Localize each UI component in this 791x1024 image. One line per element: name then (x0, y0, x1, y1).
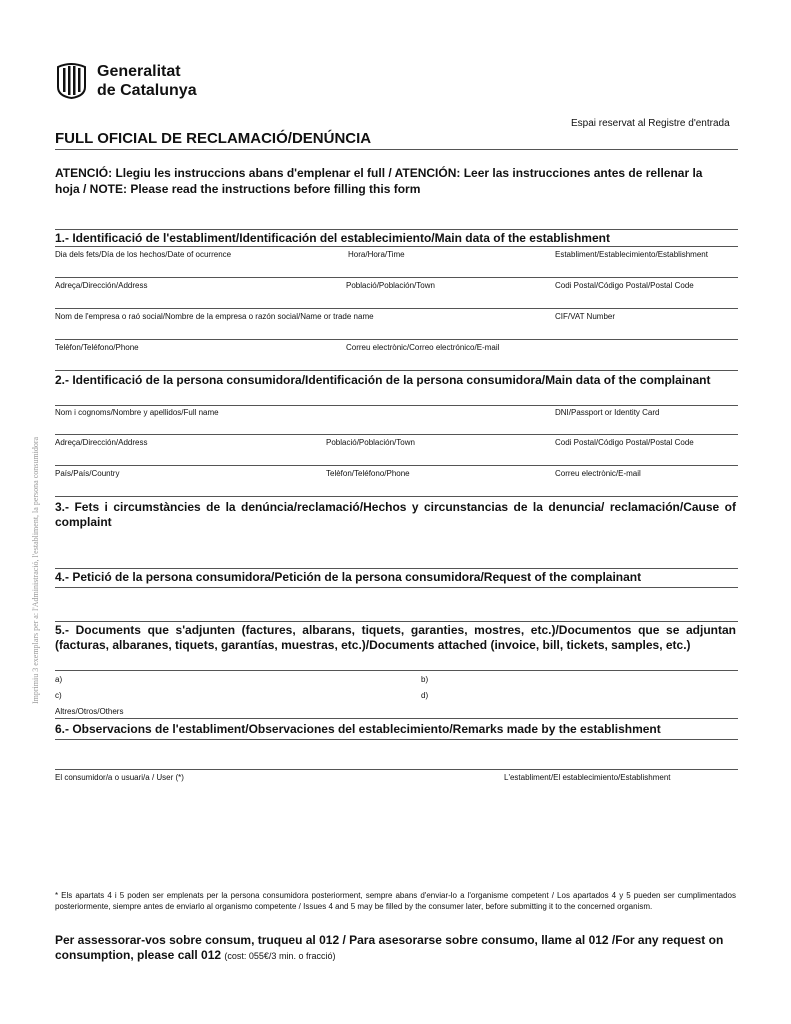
helpline-cost: (cost: 055€/3 min. o fracció) (224, 951, 336, 961)
section3-title: 3.- Fets i circumstàncies de la denúncia/reclamació/Hechos y circunstancias de la denuncia/ reclamación/Cause of complaint (55, 500, 736, 529)
field-postal-label: Codi Postal/Código Postal/Postal Code (555, 281, 694, 290)
field-date-label: Dia dels fets/Día de los hechos/Date of ocurrence (55, 250, 232, 259)
divider (55, 769, 738, 770)
attachment-others-label: Altres/Otros/Others (55, 707, 124, 716)
divider (55, 621, 738, 622)
divider (55, 718, 738, 719)
helpline-note (55, 933, 736, 964)
divider (55, 277, 738, 278)
field-phone-label: Telèfon/Teléfono/Phone (55, 343, 139, 352)
complainant-phone-label: Telèfon/Teléfono/Phone (326, 469, 410, 478)
establishment-signature-label: L'establiment/El establecimiento/Establishment (504, 773, 671, 782)
section6-title: 6.- Observacions de l'establiment/Observaciones del establecimiento/Remarks made by the establishment (55, 722, 661, 736)
section5-title: 5.- Documents que s'adjunten (factures, albarans, tiquets, garanties, mostres, etc.)/Documentos que se adjuntan (facturas, albaranes, tiquets, garantías, muestras, etc.)/Documents attached (invoice, bill, tickets, samples, etc.) (55, 623, 736, 652)
section2-title: 2.- Identificació de la persona consumidora/Identificación de la persona consumidora/Main data of the complainant (55, 373, 711, 387)
complainant-email-label: Correu electrònic/E-mail (555, 469, 641, 478)
divider (55, 739, 738, 740)
attachment-d-label: d) (421, 691, 429, 700)
title-divider (55, 149, 738, 150)
warning-text: ATENCIÓ: Llegiu les instruccions abans d'emplenar el full / ATENCIÓN: Leer las instrucciones antes de rellenar la hoja / NOTE: Please read the instructions before filling this form (55, 166, 703, 196)
divider (55, 370, 738, 371)
page-title: FULL OFICIAL DE RECLAMACIÓ/DENÚNCIA (55, 130, 372, 147)
field-address-label: Adreça/Dirección/Address (55, 281, 148, 290)
attachment-a-label: a) (55, 675, 63, 684)
complainant-name-label: Nom i cognoms/Nombre y apellidos/Full name (55, 408, 219, 417)
divider (55, 670, 738, 671)
attachment-b-label: b) (421, 675, 429, 684)
divider (55, 496, 738, 497)
print-copies-note: Imprimiu 3 exemplars per a: l'Administració, l'establiment, la persona consumidora (31, 436, 40, 704)
registry-note: Espai reservat al Registre d'entrada (571, 118, 730, 129)
complainant-address-label: Adreça/Dirección/Address (55, 438, 148, 447)
divider (55, 465, 738, 466)
complainant-postal-label: Codi Postal/Código Postal/Postal Code (555, 438, 694, 447)
divider (55, 405, 738, 406)
section1-title: 1.- Identificació de l'establiment/Identificación del establecimiento/Main data of the establishment (55, 231, 610, 245)
divider (55, 339, 738, 340)
divider (55, 587, 738, 588)
org-name (97, 62, 197, 100)
footnote: * Els apartats 4 i 5 poden ser emplenats per la persona consumidora posteriorment, sempre abans d'enviar-lo a l'organisme competent / Los apartados 4 y 5 pueden ser cumplimentados posteriormente, siempre antes de enviarlo al organismo competente / Issues 4 and 5 may be filled by the consumer later, before submitting it to the concerned organism. (55, 891, 736, 911)
field-time-label: Hora/Hora/Time (348, 250, 405, 259)
divider (55, 229, 738, 230)
field-email-label: Correu electrònic/Correo electrónico/E-mail (346, 343, 500, 352)
divider (55, 434, 738, 435)
divider (55, 568, 738, 569)
org-name-line1: Generalitat (97, 63, 181, 80)
complainant-id-label: DNI/Passport or Identity Card (555, 408, 660, 417)
attachment-c-label: c) (55, 691, 62, 700)
divider (55, 246, 738, 247)
helpline-text: Per assessorar-vos sobre consum, truqueu al 012 / Para asesorarse sobre consumo, llame al 012 /For any request on consumption, please call 012 (55, 933, 724, 962)
org-name-line2: de Catalunya (97, 82, 197, 99)
generalitat-logo-icon (55, 63, 88, 99)
complainant-country-label: País/País/Country (55, 469, 120, 478)
field-vat-label: CIF/VAT Number (555, 312, 616, 321)
field-establishment-label: Establiment/Establecimiento/Establishment (555, 250, 708, 259)
complainant-town-label: Població/Población/Town (326, 438, 415, 447)
field-company-label: Nom de l'empresa o raó social/Nombre de la empresa o razón social/Name or trade name (55, 312, 374, 321)
section4-title: 4.- Petició de la persona consumidora/Petición de la persona consumidora/Request of the complainant (55, 570, 642, 584)
consumer-signature-label: El consumidor/a o usuari/a / User (*) (55, 773, 184, 782)
divider (55, 308, 738, 309)
field-town-label: Població/Población/Town (346, 281, 435, 290)
